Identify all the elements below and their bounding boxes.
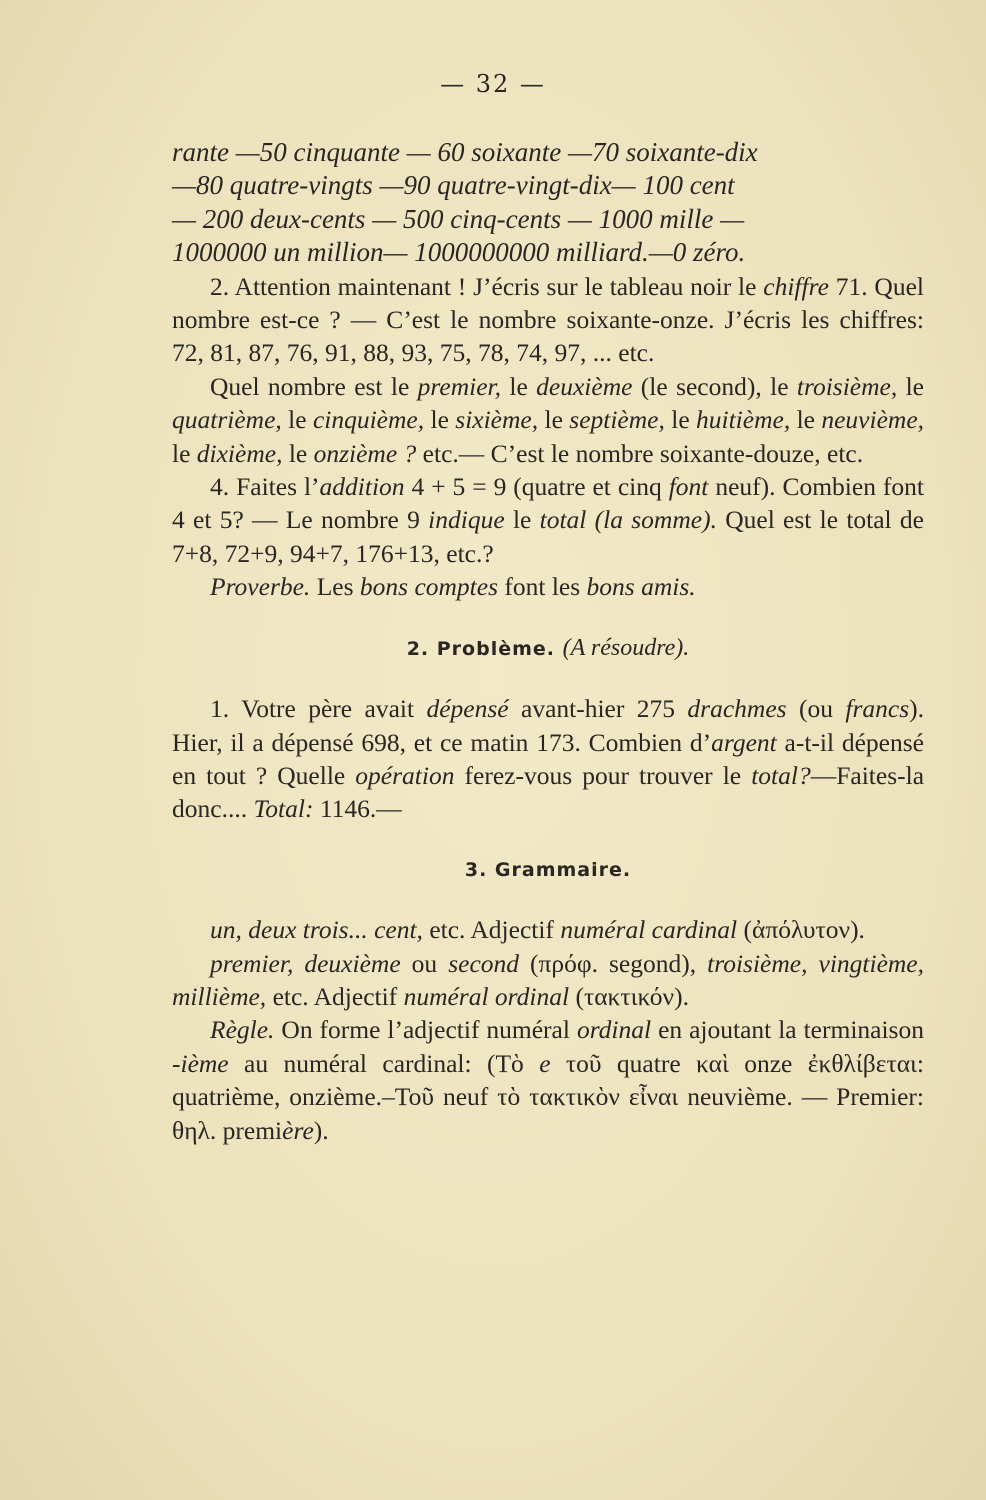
numbers-line — [172, 136, 924, 169]
page-number: — 32 — — [440, 70, 546, 98]
numbers-line-3: — 200 deux-cents — 500 cinq-cents — 1000 mille — — [172, 203, 745, 234]
paragraph-probleme: 1. Votre père avait dépensé avant-hier 275 drachmes (ou francs). Hier, il a dépensé 698, et ce matin 173. Combien d’argent a-t-il dépensé en tout ? Quelle opération ferez-vous pour trouver le total?—Faites-la donc.... Total: 1146.— — [172, 694, 925, 824]
paragraph-regle: Règle. On forme l’adjectif numéral ordinal en ajoutant la terminaison -ième au numéral cardinal: (Τὸ e τοῦ quatre καὶ onze ἐκθλίβεται: quatrième, onzième.–Τοῦ neuf τὸ τακτικὸν εἶναι neuvième. — Premier: θηλ. première). — [172, 1015, 924, 1145]
numbers-line-4: 1000000 un million— 1000000000 milliard.—0 zéro. — [172, 237, 746, 268]
numbers-line — [172, 169, 924, 202]
paragraph-ordinal: premier, deuxième ou second (πρόφ. segond), troisième, vingtième, millième, etc. Adjectif numéral ordinal (τακτικόν). — [172, 948, 924, 1011]
section-heading-probleme: 2. Problème. (A résoudre). — [406, 634, 690, 661]
numbers-block — [172, 136, 924, 270]
numbers-line — [172, 236, 924, 269]
page-body — [172, 136, 924, 1147]
paragraph-ordinals: Quel nombre est le premier, le deuxième (le second), le troisième, le quatrième, le cinquième, le sixième, le septième, le huitième, le neuvième, le dixième, le onzième ? etc.— C’est le nombre soixante-douze, etc. — [172, 371, 925, 468]
proverb: Proverbe. Les bons comptes font les bons amis. — [210, 572, 696, 602]
paragraph-addition: 4. Faites l’addition 4 + 5 = 9 (quatre et cinq font neuf). Combien font 4 et 5? — Le nombre 9 indique le total (la somme). Quel est le total de 7+8, 72+9, 94+7, 176+13, etc.? — [172, 472, 924, 568]
numbers-line-1: rante —50 cinquante — 60 soixante —70 soixante-dix — [172, 137, 758, 167]
numbers-line-2: —80 quatre-vingts —90 quatre-vingt-dix— 100 cent — [172, 170, 735, 201]
numbers-line — [172, 203, 924, 236]
paragraph-attention: 2. Attention maintenant ! J’écris sur le tableau noir le chiffre 71. Quel nombre est-ce ? — C’est le nombre soixante-onze. J’écris les chiffres: 72, 81, 87, 76, 91, 88, 93, 75, 78, 74, 97, ... etc. — [172, 271, 924, 368]
paragraph-cardinal: un, deux trois... cent, etc. Adjectif numéral cardinal (ἀπόλυτον). — [210, 915, 865, 945]
section-heading-grammaire: 3. Grammaire. — [464, 858, 632, 881]
